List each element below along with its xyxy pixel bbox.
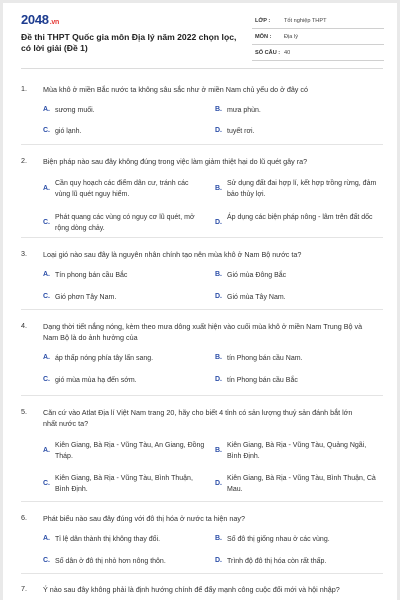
- option-text: Kiên Giang, Bà Rịa - Vũng Tàu, Bình Thuận, Cà Mau.: [227, 475, 376, 493]
- meta-value: Địa lý: [284, 34, 298, 40]
- meta-row-subject: [252, 32, 384, 45]
- option-text: Kiên Giang, Bà Rịa - Vũng Tàu, An Giang, Đồng Tháp.: [55, 442, 205, 460]
- question-number: 7.: [21, 584, 27, 593]
- question-divider: [21, 395, 383, 396]
- question-text: Phát biểu nào sau đây đúng với đô thị hóa ở nước ta hiện nay?: [43, 514, 245, 523]
- site-logo[interactable]: [21, 12, 59, 27]
- option-text: Kiên Giang, Bà Rịa - Vũng Tàu, Bình Thuận, Bình Định.: [55, 475, 193, 493]
- option-letter: D.: [215, 219, 222, 226]
- option-letter: C.: [43, 127, 50, 134]
- meta-row-class: [252, 16, 384, 29]
- logo-suffix: .vn: [49, 19, 59, 26]
- meta-row-question-count: [252, 48, 384, 61]
- question-number: 2.: [21, 156, 27, 165]
- meta-key: MÔN :: [255, 34, 272, 40]
- meta-value: 40: [284, 50, 291, 56]
- option-text: Gió phơn Tây Nam.: [55, 294, 117, 301]
- logo-text: 2048: [21, 12, 49, 27]
- option-letter: D.: [215, 557, 222, 564]
- option-text: gió lạnh.: [55, 128, 82, 135]
- question-number: 3.: [21, 249, 27, 258]
- question-text: Mùa khô ở miền Bắc nước ta không sâu sắc như ở miền Nam chủ yếu do ở đây có: [43, 85, 308, 94]
- option-letter: B.: [215, 354, 222, 361]
- option-text: Phát quang các vùng có nguy cơ lũ quét, mở rộng dòng chảy.: [55, 214, 195, 232]
- option-text: tuyết rơi.: [227, 128, 255, 135]
- header-divider: [21, 68, 383, 69]
- option-letter: B.: [215, 106, 222, 113]
- option-letter: C.: [43, 293, 50, 300]
- exam-title: Đề thi THPT Quốc gia môn Địa lý năm 2022 chọn lọc, có lời giải (Đề 1): [21, 32, 237, 53]
- option-letter: A.: [43, 271, 50, 278]
- option-letter: B.: [215, 185, 222, 192]
- option-letter: A.: [43, 185, 50, 192]
- question-divider: [21, 573, 383, 574]
- question-divider: [21, 501, 383, 502]
- option-letter: C.: [43, 219, 50, 226]
- option-letter: D.: [215, 480, 222, 487]
- option-text: Gió mùa Đông Bắc: [227, 272, 287, 279]
- question-text: Ý nào sau đây không phải là định hướng chính để đẩy mạnh công cuộc đổi mới và hội nhập?: [43, 585, 340, 594]
- exam-meta-table: [252, 16, 384, 64]
- option-text: áp thấp nóng phía tây lấn sang.: [55, 355, 154, 362]
- question-text: Loại gió nào sau đây là nguyên nhân chính tạo nên mùa khô ở Nam Bộ nước ta?: [43, 250, 302, 259]
- meta-key: LỚP :: [255, 18, 271, 24]
- document-page: [3, 3, 397, 600]
- document-header: [3, 3, 397, 65]
- option-letter: C.: [43, 480, 50, 487]
- question-divider: [21, 237, 383, 238]
- question-number: 1.: [21, 84, 27, 93]
- option-text: tín Phong bán cầu Bắc: [227, 377, 298, 384]
- question-text: Dạng thời tiết nắng nóng, kèm theo mưa dông xuất hiện vào cuối mùa khô ở miền Nam Trung Bộ và Nam Bộ là do ảnh hưởng của: [43, 322, 363, 342]
- question-text: Biện pháp nào sau đây không đúng trong việc làm giảm thiệt hại do lũ quét gây ra?: [43, 157, 308, 166]
- question-text: Căn cứ vào Atlat Địa lí Việt Nam trang 20, hãy cho biết 4 tỉnh có sản lượng thuỷ sản đánh bắt lớn nhất nước ta?: [43, 408, 353, 428]
- option-letter: D.: [215, 127, 222, 134]
- option-letter: B.: [215, 271, 222, 278]
- meta-key: SỐ CÂU :: [255, 50, 281, 56]
- option-letter: A.: [43, 535, 50, 542]
- option-letter: A.: [43, 354, 50, 361]
- question-divider: [21, 309, 383, 310]
- option-text: Tỉ lệ dân thành thị không thay đổi.: [55, 536, 161, 543]
- option-letter: A.: [43, 106, 50, 113]
- meta-value: Tốt nghiệp THPT: [284, 18, 327, 24]
- question-number: 6.: [21, 513, 27, 522]
- question-number: 4.: [21, 321, 27, 330]
- option-letter: C.: [43, 376, 50, 383]
- option-letter: D.: [215, 293, 222, 300]
- question-number: 5.: [21, 407, 27, 416]
- option-text: gió mùa mùa hạ đến sớm.: [55, 377, 137, 384]
- question-divider: [21, 144, 383, 145]
- option-letter: B.: [215, 535, 222, 542]
- option-text: Trình độ đô thị hóa còn rất thấp.: [227, 558, 327, 565]
- option-text: Số dân ở đô thị nhỏ hơn nông thôn.: [55, 558, 166, 565]
- option-text: Gió mùa Tây Nam.: [227, 294, 286, 301]
- option-text: Tín phong bán cầu Bắc: [55, 272, 128, 279]
- option-text: mưa phùn.: [227, 107, 261, 114]
- option-text: Áp dụng các biện pháp nông - lâm trên đất dốc: [227, 214, 373, 221]
- option-letter: A.: [43, 447, 50, 454]
- option-text: Số đô thị giống nhau ở các vùng.: [227, 536, 330, 543]
- option-text: tín Phong bán cầu Nam.: [227, 355, 303, 362]
- option-text: sương muối.: [55, 107, 95, 114]
- option-letter: B.: [215, 447, 222, 454]
- option-letter: C.: [43, 557, 50, 564]
- option-letter: D.: [215, 376, 222, 383]
- option-text: Sử dụng đất đai hợp lí, kết hợp trồng rừng, đảm bảo thủy lợi.: [227, 180, 377, 198]
- option-text: Kiên Giang, Bà Rịa - Vũng Tàu, Quảng Ngãi, Bình Định.: [227, 442, 367, 460]
- option-text: Cần quy hoạch các điểm dân cư, tránh các vùng lũ quét nguy hiểm.: [55, 180, 189, 198]
